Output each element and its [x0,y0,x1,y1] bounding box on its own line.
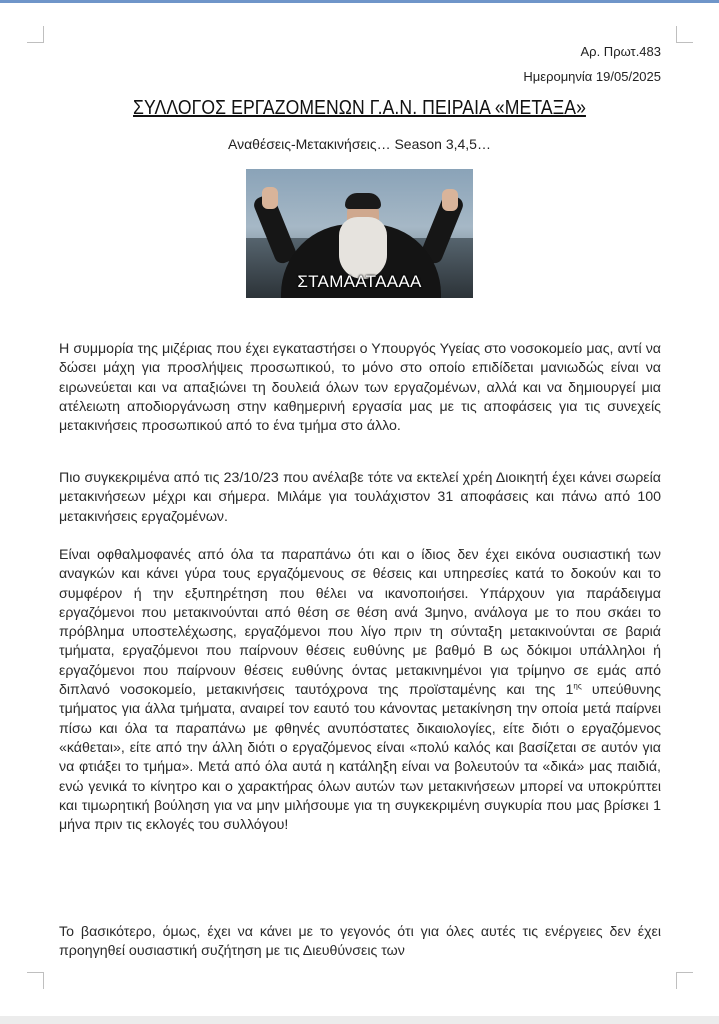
paragraph-1: Η συμμορία της μιζέριας που έχει εγκαταστήσει ο Υπουργός Υγείας στο νοσοκομείο μας, αντί να δώσει μάχη για προσλήψεις προσωπικού, το μόνο στο οποίο επιδίδεται μανιωδώς είναι να ειρωνεύεται και να απαξιώνει τη δουλειά όλων των εργαζομένων, αλλά και να δημιουργεί μια ατέλειωτη αποδιοργάνωση στην καθημερινή εργασία μας με τις αποφάσεις για τις συνεχείς μετακινήσεις προσωπικού από το ένα τμήμα στο άλλο. [59,341,661,435]
paragraph-3 [59,546,661,835]
page-corner-mark-bottom-right [676,972,693,989]
document-date: Ημερομηνία 19/05/2025 [523,69,661,84]
meme-left-hand [262,187,278,209]
paragraph-3-text-after: υπεύθυνης τμήματος για άλλα τμήματα, αναιρεί τον εαυτό του κάνοντας μετακίνηση την οποία μετά παίρνει πίσω και όλα τα παραπάνω με φθηνές ανυπόστατες δικαιολογίες, είτε διότι ο εργαζόμενος «κάθεται», είτε από την άλλη διότι ο εργαζόμενος είναι «πολύ καλός και βασίζεται σε αυτόν για να φτιάξει το τμήμα». Μετά από όλα αυτά η κατάληξη είναι να βολευτούν τα «δικά» μας παιδιά, ενώ γενικά το κίνητρο και ο χαρακτήρας όλων αυτών των μετακινήσεων μπορεί να υποκρύπτει και τιμωρητική βούληση για να μην μιλήσουμε για τη συγκεκριμένη συγκυρία που μας βρίσκει 1 μήνα πριν τις εκλογές του συλλόγου! [59,682,661,834]
page-corner-mark-top-left [27,26,44,43]
window-top-border [0,0,719,3]
meme-caption: ΣΤΑΜΑΑΤΑΑΑΑ [297,272,422,291]
page-corner-mark-top-right [676,26,693,43]
page-bottom-gap [0,1016,719,1024]
paragraph-2: Πιο συγκεκριμένα από τις 23/10/23 που ανέλαβε τότε να εκτελεί χρέη Διοικητή έχει κάνει σωρεία μετακινήσεων μέχρι και σήμερα. Μιλάμε για τουλάχιστον 31 αποφάσεις και πάνω από 100 μετακινήσεις εργαζομένων. [59,470,661,525]
paragraph-3-text-before: Είναι οφθαλμοφανές από όλα τα παραπάνω ότι και ο ίδιος δεν έχει εικόνα ουσιαστική των αναγκών και κάνει γύρα τους εργαζόμενους σε θέσεις και υπηρεσίες κατά το δοκούν και το συμφέρον ή την εξυπηρέτηση που θέλει να ικανοποιήσει. Υπάρχουν για παράδειγμα εργαζόμενοι που μετακινούνται από θέση σε θέση ανά 3μηνο, ανάλογα με το που σκάει το πρόβλημα υποστελέχωσης, εργαζόμενοι που λίγο πριν τη σύνταξη μετακινούνται σε βαριά τμήματα, εργαζόμενοι που παίρνουν θέσεις ευθύνης με βαθμό Β ως δόκιμοι υπάλληλοι ή εργαζόμενοι που παίρνουν θέσεις ευθύνης όντας μετακινημένοι για τρίμηνο σε εμάς από διπλανό νοσοκομείο, μετακινήσεις ταυτόχρονα της προϊσταμένης και της 1 [59,547,661,699]
meme-right-hand [442,189,458,211]
meme-hat [345,193,381,209]
document-title: ΣΥΛΛΟΓΟΣ ΕΡΓΑΖΟΜΕΝΩΝ Γ.Α.Ν. ΠΕΙΡΑΙΑ «ΜΕΤΑΞΑ» [133,97,586,119]
page-corner-mark-bottom-left [27,972,44,989]
document-subtitle: Αναθέσεις-Μετακινήσεις… Season 3,4,5… [228,136,491,152]
ordinal-superscript: ης [573,681,582,691]
paragraph-4: Το βασικότερο, όμως, έχει να κάνει με το γεγονός ότι για όλες αυτές τις ενέργειες δεν έχει προηγηθεί ουσιαστική συζήτηση με τις Διευθύνσεις των [59,924,661,960]
meme-beard [339,217,387,279]
protocol-number: Αρ. Πρωτ.483 [580,44,661,59]
meme-image [246,169,473,298]
